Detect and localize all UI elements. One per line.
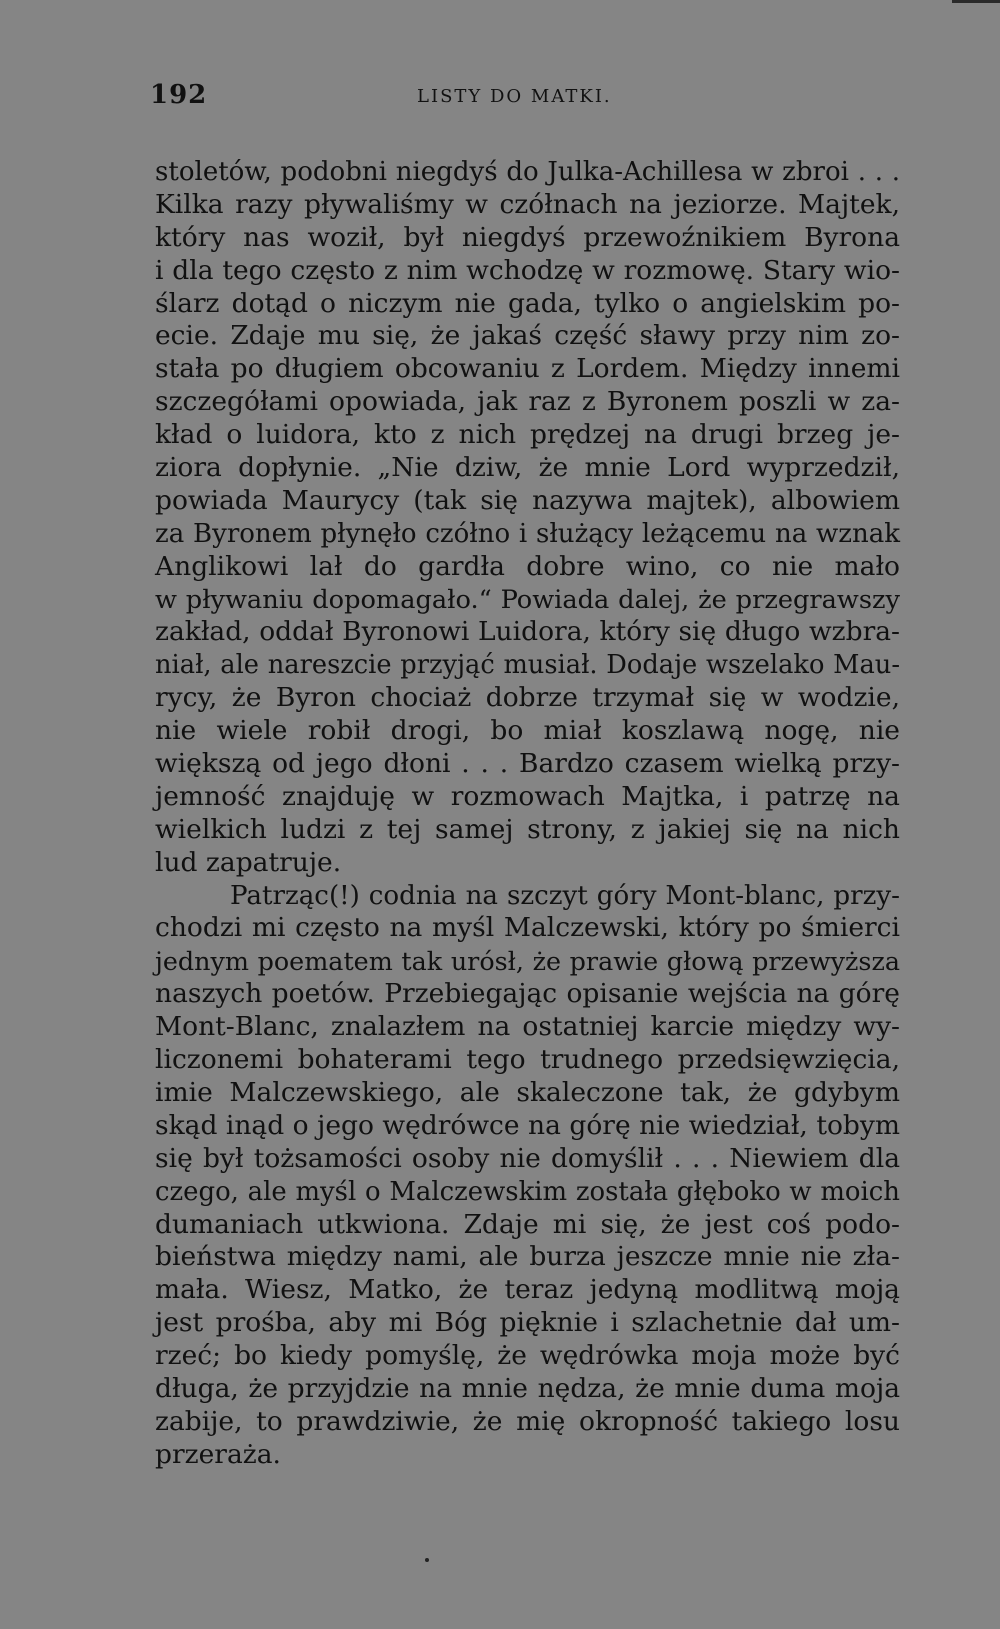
ink-speck <box>425 1558 429 1562</box>
text-line: nie wiele robił drogi, bo miał koszlawą nogę, nie <box>155 715 900 747</box>
page-number: 192 <box>150 80 208 110</box>
paragraph-start-line: Patrząc(!) codnia na szczyt góry Mont-blanc, przy- <box>230 880 900 911</box>
text-line: Anglikowi lał do gardła dobre wino, co nie mało <box>155 550 900 582</box>
text-line: jest prośba, aby mi Bóg pięknie i szlachetnie dał um- <box>155 1307 900 1339</box>
text-line: jednym poematem tak urósł, że prawie głową przewyższa <box>155 946 900 977</box>
text-line: kład o luidora, kto z nich prędzej na drugi brzeg je- <box>155 419 900 451</box>
running-title: LISTY DO MATKI. <box>417 86 612 107</box>
running-head <box>150 80 908 120</box>
text-line: bieństwa między nami, ale burza jeszcze mnie nie zła- <box>155 1241 900 1273</box>
text-line: liczonemi bohaterami tego trudnego przedsięwzięcia, <box>155 1044 900 1076</box>
text-line: chodzi mi często na myśl Malczewski, który po śmierci <box>155 912 900 944</box>
text-line: większą od jego dłoni . . . Bardzo czasem wielką przy- <box>155 748 900 780</box>
text-line: rzeć; bo kiedy pomyślę, że wędrówka moja może być <box>155 1340 900 1372</box>
text-line: w pływaniu dopomagało.“ Powiada dalej, że przegrawszy <box>155 584 900 615</box>
text-line: ślarz dotąd o niczym nie gada, tylko o angielskim po- <box>155 287 900 319</box>
text-line: i dla tego często z nim wchodzę w rozmowę. Stary wio- <box>155 254 900 286</box>
text-line: zabije, to prawdziwie, że mię okropność takiego losu <box>155 1405 900 1437</box>
text-line: za Byronem płynęło czółno i służący leżącemu na wznak <box>155 518 900 549</box>
text-line: dumaniach utkwiona. Zdaje mi się, że jest coś podo- <box>155 1208 900 1240</box>
text-line: który nas woził, był niegdyś przewoźnikiem Byrona <box>155 221 900 253</box>
text-line: skąd inąd o jego wędrówce na górę nie wiedział, tobym <box>155 1109 900 1141</box>
text-line: naszych poetów. Przebiegając opisanie wejścia na górę <box>155 978 900 1010</box>
text-line: zakład, oddał Byronowi Luidora, który się długo wzbra- <box>155 616 900 648</box>
text-line: ziora dopłynie. „Nie dziw, że mnie Lord wyprzedził, <box>155 452 900 484</box>
text-line: mała. Wiesz, Matko, że teraz jedyną modlitwą moją <box>155 1274 900 1306</box>
text-line: powiada Maurycy (tak się nazywa majtek), albowiem <box>155 484 900 516</box>
text-line: ecie. Zdaje mu się, że jakaś część sławy przy nim zo- <box>155 320 900 352</box>
text-line: się był tożsamości osoby nie domyślił . . . Niewiem dla <box>155 1142 900 1174</box>
scan-edge-mark <box>952 0 1000 3</box>
text-line: rycy, że Byron chociaż dobrze trzymał się w wodzie, <box>155 682 900 714</box>
text-line: czego, ale myśl o Malczewskim została głęboko w moich <box>155 1176 900 1207</box>
text-line: niał, ale nareszcie przyjąć musiał. Dodaje wszelako Mau- <box>155 650 900 681</box>
text-line: wielkich ludzi z tej samej strony, z jakiej się na nich <box>155 813 900 845</box>
paragraph-end-line: przeraża. <box>155 1438 281 1470</box>
text-line: stoletów, podobni niegdyś do Julka-Achillesa w zbroi . . . <box>155 157 900 187</box>
letter-text <box>155 156 900 1472</box>
text-line: imie Malczewskiego, ale skaleczone tak, że gdybym <box>155 1076 900 1108</box>
text-line: jemność znajduję w rozmowach Majtka, i patrzę na <box>155 780 900 812</box>
text-line: długa, że przyjdzie na mnie nędza, że mnie duma moja <box>155 1372 900 1404</box>
paragraph-end-line: lud zapatruje. <box>155 846 342 878</box>
text-line: szczegółami opowiada, jak raz z Byronem poszli w za- <box>155 386 900 418</box>
text-line: Mont-Blanc, znalazłem na ostatniej karcie między wy- <box>155 1011 900 1043</box>
text-line: Kilka razy pływaliśmy w czółnach na jeziorze. Majtek, <box>155 188 900 220</box>
text-line: stała po długiem obcowaniu z Lordem. Między innemi <box>155 353 900 385</box>
